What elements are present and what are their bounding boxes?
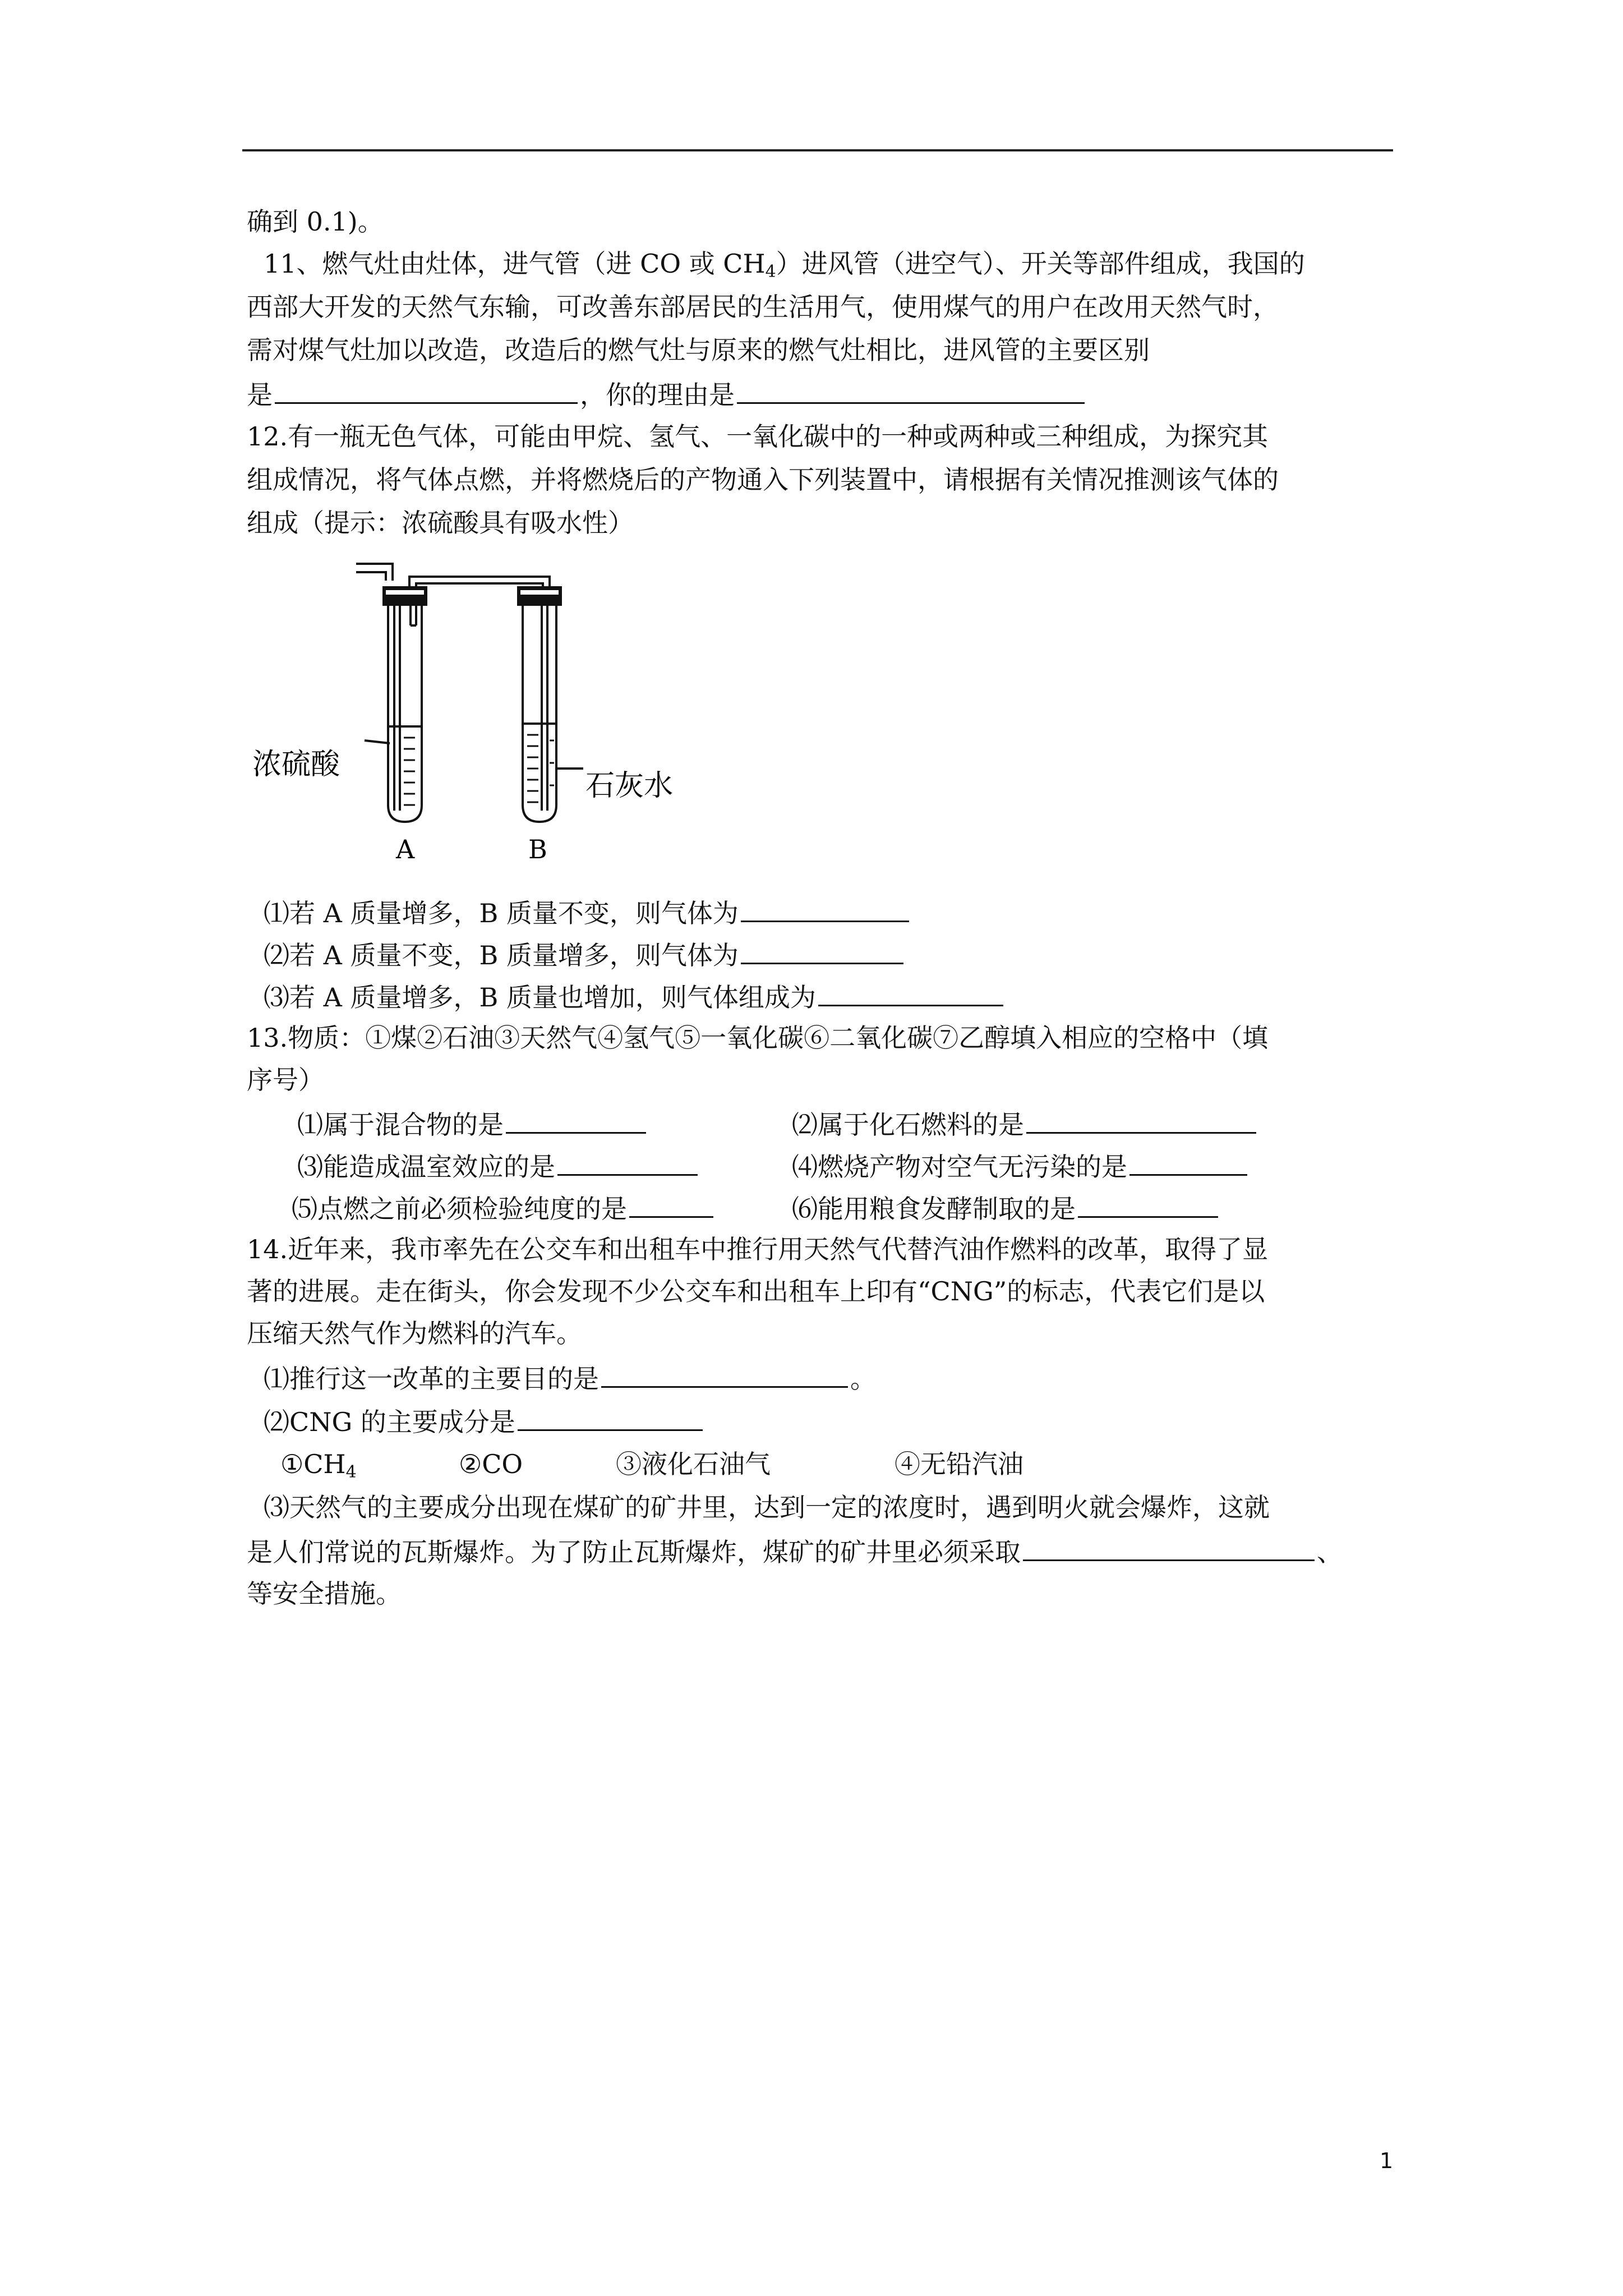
q13-part-5 — [292, 1190, 716, 1226]
answer-blank[interactable] — [629, 1190, 713, 1218]
label-leader-a — [365, 740, 390, 743]
answer-blank[interactable] — [518, 1404, 703, 1431]
subscript: 4 — [345, 1462, 357, 1482]
answer-blank[interactable] — [1078, 1190, 1218, 1218]
q14-text: 。 — [850, 1364, 876, 1394]
text-line: 确到 0.1)。 — [247, 206, 384, 237]
answer-blank[interactable] — [818, 979, 1003, 1006]
q11-text: 11、燃气灶由灶体，进气管（进 CO 或 CH — [264, 249, 766, 279]
q14-text: 是人们常说的瓦斯爆炸。为了防止瓦斯爆炸，煤矿的矿井里必须采取 — [247, 1537, 1021, 1567]
answer-blank[interactable] — [741, 937, 903, 964]
q14-option-4[interactable]: ④无铅汽油 — [895, 1449, 1023, 1479]
liquid-hatch-a — [404, 738, 415, 805]
q13-part-3 — [297, 1148, 700, 1184]
stopper-b — [517, 586, 562, 606]
q14-text: 、 — [1317, 1537, 1343, 1567]
q12-sub-2 — [264, 937, 906, 972]
stopper-a-band — [386, 590, 424, 595]
q14-line-2: 著的进展。走在街头，你会发现不少公交车和出租车上印有“CNG”的标志，代表它们是以 — [247, 1276, 1265, 1306]
q14-option-1[interactable] — [280, 1447, 357, 1481]
answer-blank[interactable] — [601, 1360, 848, 1388]
q11-text: ）进风管（进空气）、开关等部件组成，我国的 — [776, 249, 1305, 279]
q12-text: ⑴若 A 质量增多，B 质量不变，则气体为 — [264, 898, 739, 928]
header-rule — [242, 149, 1393, 151]
q12-line-1: 12.有一瓶无色气体，可能由甲烷、氢气、一氧化碳中的一种或两种或三种组成，为探究其 — [247, 421, 1269, 452]
q14-sub-2 — [264, 1404, 705, 1439]
q14-sub-3-line-1: ⑶天然气的主要成分出现在煤矿的矿井里，达到一定的浓度时，遇到明火就会爆炸，这就 — [264, 1492, 1270, 1522]
q14-line-1: 14.近年来，我市率先在公交车和出租车中推行用天然气代替汽油作燃料的改革，取得了显 — [247, 1234, 1269, 1264]
q14-sub-3-line-2 — [247, 1534, 1343, 1569]
q13-line-1: 13.物质：①煤②石油③天然气④氢气⑤一氧化碳⑥二氧化碳⑦乙醇填入相应的空格中（填 — [247, 1023, 1269, 1053]
q13-text: ⑶能造成温室效应的是 — [297, 1152, 555, 1182]
answer-blank[interactable] — [1129, 1148, 1247, 1176]
q11-line-3: 需对煤气灶加以改造，改造后的燃气灶与原来的燃气灶相比，进风管的主要区别 — [247, 335, 1150, 365]
page-number: 1 — [1380, 2148, 1394, 2173]
q13-part-1 — [297, 1106, 648, 1142]
q13-text: ⑹能用粮食发酵制取的是 — [792, 1194, 1076, 1224]
stopper-b-band — [520, 590, 559, 595]
q12-text: ⑵若 A 质量不变，B 质量增多，则气体为 — [264, 940, 739, 970]
q13-text: ⑷燃烧产物对空气无污染的是 — [792, 1152, 1127, 1182]
outlet-tube-a — [411, 603, 416, 625]
q11-text: ，你的理由是 — [580, 380, 735, 410]
label-a: A — [396, 834, 415, 864]
option-text: ①CH — [280, 1449, 346, 1479]
q14-line-3: 压缩天然气作为燃料的汽车。 — [247, 1318, 582, 1349]
answer-blank[interactable] — [737, 376, 1085, 404]
q12-text: ⑶若 A 质量增多，B 质量也增加，则气体组成为 — [264, 982, 816, 1013]
q14-sub-1 — [264, 1360, 876, 1396]
q14-option-3[interactable]: ③液化石油气 — [616, 1449, 771, 1479]
subscript: 4 — [765, 262, 776, 282]
q12-sub-1 — [264, 895, 911, 930]
answer-blank[interactable] — [1026, 1106, 1256, 1134]
q13-line-2: 序号） — [247, 1065, 324, 1095]
apparatus-figure — [236, 555, 740, 869]
q13-text: ⑴属于混合物的是 — [297, 1110, 504, 1140]
q14-sub-3-line-3: 等安全措施。 — [247, 1579, 402, 1609]
q12-line-3: 组成（提示：浓硫酸具有吸水性） — [247, 508, 634, 538]
label-limewater: 石灰水 — [585, 769, 674, 803]
q14-option-2[interactable]: ②CO — [459, 1449, 523, 1479]
connecting-tube-inner — [416, 583, 543, 586]
q14-text: ⑵CNG 的主要成分是 — [264, 1407, 515, 1437]
label-conc-sulfuric-acid: 浓硫酸 — [252, 748, 340, 781]
answer-blank[interactable] — [275, 376, 578, 404]
connecting-tube — [409, 577, 550, 586]
q13-text: ⑸点燃之前必须检验纯度的是 — [292, 1194, 627, 1224]
label-b: B — [528, 834, 547, 864]
q11-line-1 — [264, 247, 1305, 280]
answer-blank[interactable] — [1023, 1534, 1315, 1561]
q11-line-2: 西部大开发的天然气东输，可改善东部居民的生活用气，使用煤气的用户在改用天然气时， — [247, 292, 1279, 322]
answer-blank[interactable] — [741, 895, 909, 922]
q12-sub-3 — [264, 979, 1006, 1014]
q11-text: 是 — [247, 380, 273, 410]
inner-tube-b — [542, 603, 547, 811]
q14-text: ⑴推行这一改革的主要目的是 — [264, 1364, 599, 1394]
q12-line-2: 组成情况，将气体点燃，并将燃烧后的产物通入下列装置中，请根据有关情况推测该气体的 — [247, 464, 1279, 495]
test-tube-b — [523, 606, 556, 822]
answer-blank[interactable] — [506, 1106, 646, 1134]
q13-text: ⑵属于化石燃料的是 — [792, 1110, 1024, 1140]
answer-blank[interactable] — [557, 1148, 698, 1176]
q13-part-2 — [792, 1106, 1258, 1142]
stopper-a — [382, 586, 427, 606]
inlet-tube-inner — [356, 572, 386, 581]
inner-tube-a — [394, 603, 400, 811]
q13-part-4 — [792, 1148, 1249, 1184]
q13-part-6 — [792, 1190, 1220, 1226]
q11-line-4 — [247, 376, 1087, 412]
